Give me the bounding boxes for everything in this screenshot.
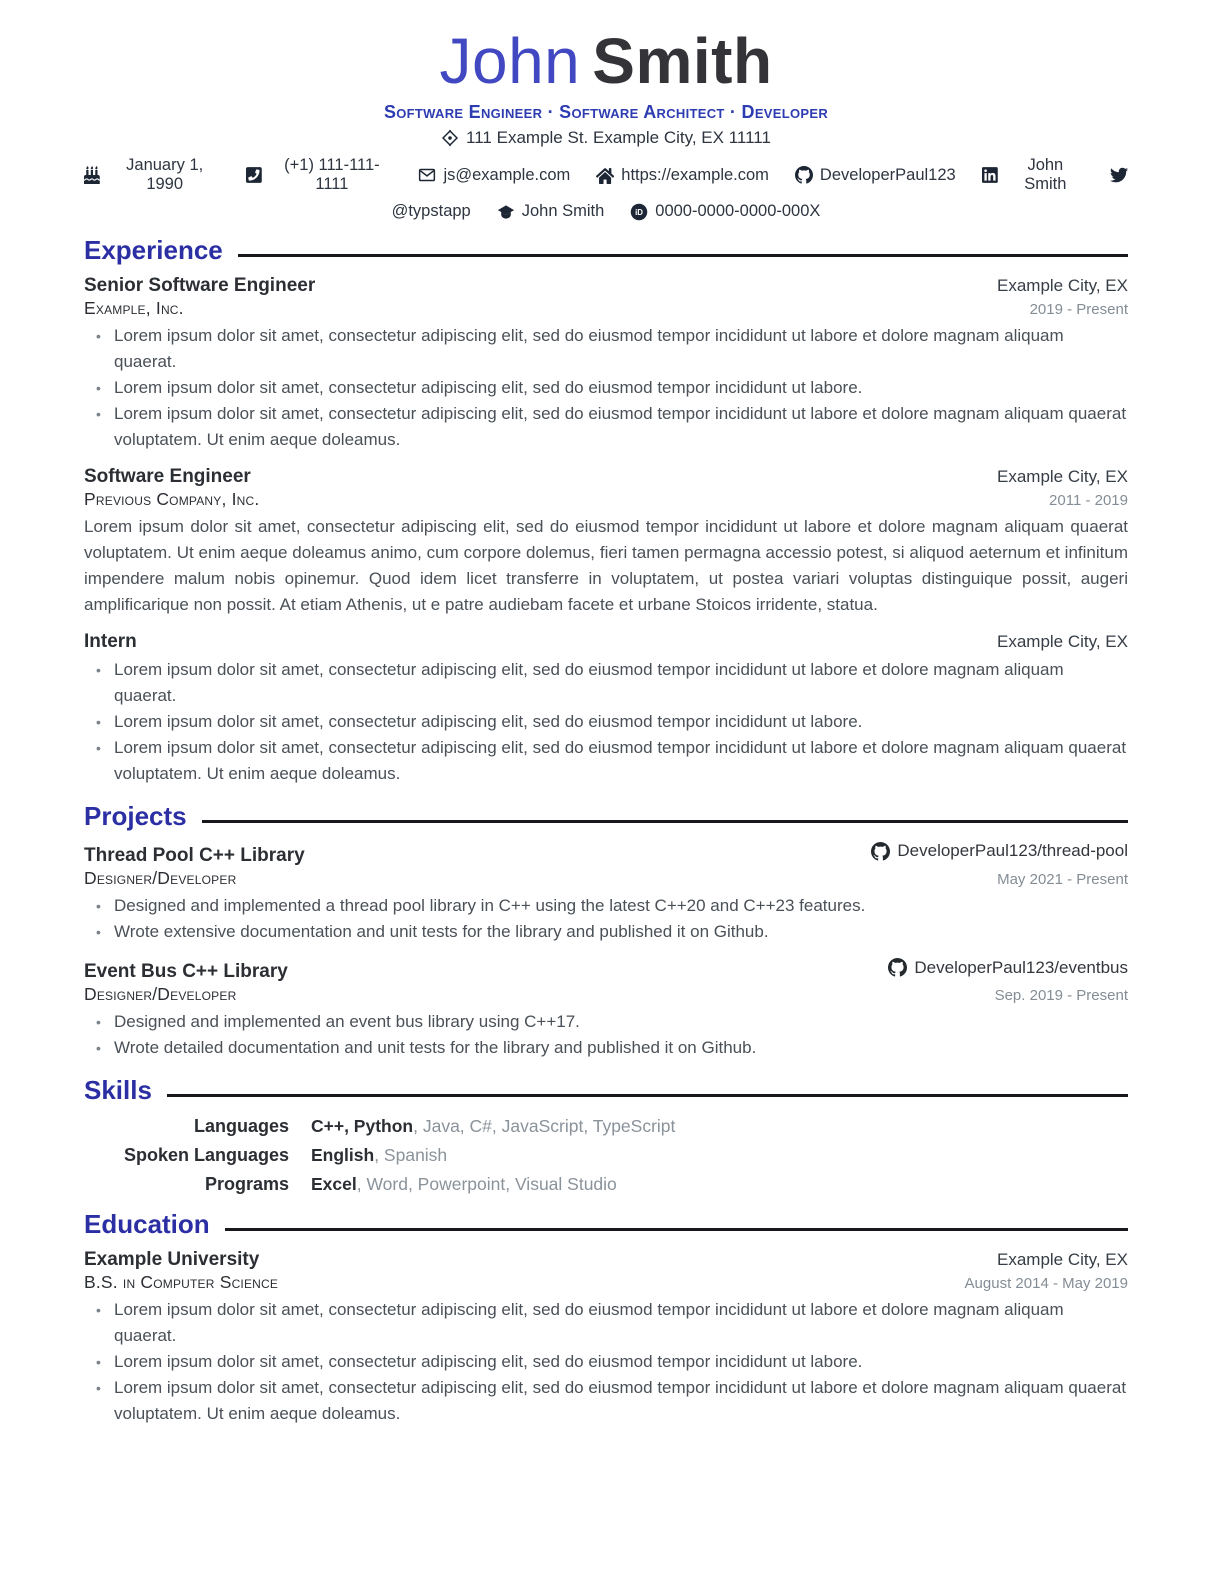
section-rule: [202, 820, 1128, 823]
skill-highlight: Excel: [311, 1174, 357, 1195]
bullet-item: • Wrote detailed documentation and unit tests for the library and published it on Github.: [114, 1035, 1128, 1061]
bullet-item: • Lorem ipsum dolor sit amet, consectetur adipiscing elit, sed do eiusmod tempor incididunt ut labore.: [114, 709, 1128, 735]
contact-label: John Smith: [1024, 156, 1067, 194]
bullet-item: • Lorem ipsum dolor sit amet, consectetur adipiscing elit, sed do eiusmod tempor incididunt ut labore et dolore magnam aliquam quaerat.: [114, 657, 1128, 709]
experience-entry: [84, 631, 1128, 787]
bullet-list: [84, 893, 1128, 945]
twitter-icon: [1110, 166, 1128, 184]
project-dates: May 2021 - Present: [997, 870, 1128, 888]
project-entry: [84, 841, 1128, 945]
entry-title: Software Engineer: [84, 466, 251, 488]
contact-label: (+1) 111-111-1111: [284, 156, 380, 194]
skill-values: [311, 1145, 1128, 1166]
experience-section: [84, 236, 1128, 787]
linkedin-icon: [982, 166, 1000, 184]
bullet-item: • Lorem ipsum dolor sit amet, consectetur adipiscing elit, sed do eiusmod tempor incididunt ut labore et dolore magnam aliquam quaerat voluptatem. Ut enim aeque doleamus.: [114, 401, 1128, 453]
section-title-skills: Skills: [84, 1075, 152, 1106]
contact-email[interactable]: [418, 166, 570, 185]
last-name: Smith: [592, 25, 773, 97]
location-icon: [441, 129, 459, 147]
section-header: [84, 1076, 1128, 1106]
contact-scholar[interactable]: [497, 202, 605, 221]
email-icon: [418, 166, 436, 184]
entry-dates: 2019 - Present: [1029, 301, 1128, 319]
contact-label: John Smith: [521, 202, 605, 221]
skills-section: [84, 1076, 1128, 1195]
entry-dates: 2011 - 2019: [1049, 492, 1128, 510]
entry-location: Example City, EX: [996, 632, 1128, 652]
project-entry: [84, 958, 1128, 1062]
contact-row-1: [84, 156, 1128, 194]
birthday-cake-icon: [84, 166, 102, 184]
skill-highlight: English: [311, 1145, 375, 1166]
section-header: [84, 1210, 1128, 1240]
contact-twitter[interactable]: [1110, 166, 1128, 184]
job-titles: Software Engineer · Software Architect · Developer: [383, 102, 829, 123]
bullet-item: • Lorem ipsum dolor sit amet, consectetur adipiscing elit, sed do eiusmod tempor incididunt ut labore.: [114, 375, 1128, 401]
contact-row-2: [84, 202, 1128, 221]
bullet-item: • Designed and implemented an event bus library using C++17.: [114, 1009, 1128, 1035]
address-text: 111 Example St. Example City, EX 11111: [466, 128, 771, 148]
bullet-list: [84, 323, 1128, 453]
person-name: [84, 26, 1128, 96]
bullet-item: • Designed and implemented a thread pool library in C++ using the latest C++20 and C++23 features.: [114, 893, 1128, 919]
project-role: Designer/Developer: [84, 984, 237, 1005]
github-icon: [888, 958, 907, 977]
section-rule: [225, 1228, 1128, 1231]
contact-label: January 1, 1990: [126, 156, 204, 194]
section-header: [84, 236, 1128, 266]
contact-label: 0000-0000-0000-000X: [655, 202, 821, 221]
skill-category-label: Spoken Languages: [123, 1145, 289, 1166]
skill-rest: , Java, C#, JavaScript, TypeScript: [413, 1116, 676, 1137]
address-line: [84, 128, 1128, 148]
experience-entry: [84, 466, 1128, 618]
skill-highlight: C++, Python: [311, 1116, 414, 1137]
entry-description: Lorem ipsum dolor sit amet, consectetur adipiscing elit, sed do eiusmod tempor incididunt ut labore et dolore magnam aliquam quaerat voluptatem. Ut enim aeque doleamus animo, cum corpore dolemus, fieri tamen permagna accessio potest, si aliquod aeternum et infinitum impendere malum nobis opinemur. Quod idem licet transferre in voluptatem, ut postea variari voluptas distinguique possit, augeri amplificarique non possit. At etiam Athenis, ut e patre audiebam facete et urbane Stoicos irridente, statua.: [84, 517, 1128, 615]
section-rule: [238, 254, 1128, 257]
degree: B.S. in Computer Science: [84, 1271, 279, 1292]
first-name: John: [439, 25, 581, 97]
project-repo-link[interactable]: [888, 958, 1128, 978]
project-title: Event Bus C++ Library: [84, 961, 288, 983]
resume-header: [84, 26, 1128, 221]
entry-company: Previous Company, Inc.: [84, 489, 260, 510]
repo-label: DeveloperPaul123/thread-pool: [897, 841, 1128, 861]
skill-category-label: Programs: [204, 1174, 289, 1195]
contact-website[interactable]: [596, 166, 769, 185]
experience-entry: [84, 275, 1128, 453]
section-rule: [167, 1094, 1128, 1097]
section-title-experience: Experience: [84, 235, 223, 266]
section-header: [84, 802, 1128, 832]
skill-values: [311, 1116, 1128, 1137]
github-icon: [795, 166, 813, 184]
education-section: [84, 1210, 1128, 1427]
skill-rest: , Spanish: [374, 1145, 448, 1166]
repo-label: DeveloperPaul123/eventbus: [914, 957, 1128, 977]
project-repo-link[interactable]: [871, 841, 1128, 861]
bullet-list: [84, 1009, 1128, 1061]
education-entry: [84, 1249, 1128, 1427]
entry-location: Example City, EX: [996, 276, 1128, 296]
github-icon: [871, 842, 890, 861]
project-dates: Sep. 2019 - Present: [994, 987, 1128, 1005]
bullet-item: • Lorem ipsum dolor sit amet, consectetur adipiscing elit, sed do eiusmod tempor incididunt ut labore et dolore magnam aliquam quaerat voluptatem. Ut enim aeque doleamus.: [114, 735, 1128, 787]
entry-title: Intern: [84, 631, 137, 653]
contact-label: https://example.com: [621, 165, 769, 184]
contact-phone[interactable]: [246, 156, 392, 194]
section-title-projects: Projects: [84, 801, 187, 832]
contact-label: @typstapp: [391, 202, 471, 221]
skill-values: [311, 1174, 1128, 1195]
section-title-education: Education: [84, 1209, 210, 1240]
entry-title: Senior Software Engineer: [84, 275, 316, 297]
bullet-item: • Lorem ipsum dolor sit amet, consectetur adipiscing elit, sed do eiusmod tempor incididunt ut labore et dolore magnam aliquam quaerat voluptatem. Ut enim aeque doleamus.: [114, 1375, 1128, 1427]
entry-location: Example City, EX: [996, 467, 1128, 487]
entry-company: Example, Inc.: [84, 298, 184, 319]
contact-github[interactable]: [795, 166, 956, 185]
skill-rest: , Word, Powerpoint, Visual Studio: [356, 1174, 617, 1195]
contact-birthday: [84, 156, 220, 194]
contact-label: js@example.com: [443, 165, 571, 184]
contact-linkedin[interactable]: [982, 156, 1084, 194]
education-dates: August 2014 - May 2019: [964, 1274, 1128, 1292]
school-location: Example City, EX: [996, 1249, 1128, 1269]
scholar-icon: [497, 203, 515, 221]
project-role: Designer/Developer: [84, 867, 237, 888]
orcid-icon: [630, 203, 648, 221]
bullet-list: [84, 657, 1128, 787]
projects-section: [84, 802, 1128, 1061]
website-icon: [596, 166, 614, 184]
bullet-item: • Lorem ipsum dolor sit amet, consectetur adipiscing elit, sed do eiusmod tempor incididunt ut labore.: [114, 1349, 1128, 1375]
skills-table: [84, 1116, 1128, 1195]
bullet-item: • Lorem ipsum dolor sit amet, consectetur adipiscing elit, sed do eiusmod tempor incididunt ut labore et dolore magnam aliquam quaerat.: [114, 323, 1128, 375]
bullet-item: • Lorem ipsum dolor sit amet, consectetur adipiscing elit, sed do eiusmod tempor incididunt ut labore et dolore magnam aliquam quaerat.: [114, 1297, 1128, 1349]
bullet-list: [84, 1297, 1128, 1427]
phone-icon: [246, 166, 264, 184]
contact-orcid[interactable]: [630, 202, 820, 221]
bullet-item: • Wrote extensive documentation and unit tests for the library and published it on Github.: [114, 919, 1128, 945]
contact-twitter-handle[interactable]: [392, 202, 471, 221]
skill-category-label: Languages: [193, 1116, 289, 1137]
project-title: Thread Pool C++ Library: [84, 844, 305, 866]
contact-label: DeveloperPaul123: [819, 165, 956, 184]
school-name: Example University: [84, 1248, 260, 1270]
